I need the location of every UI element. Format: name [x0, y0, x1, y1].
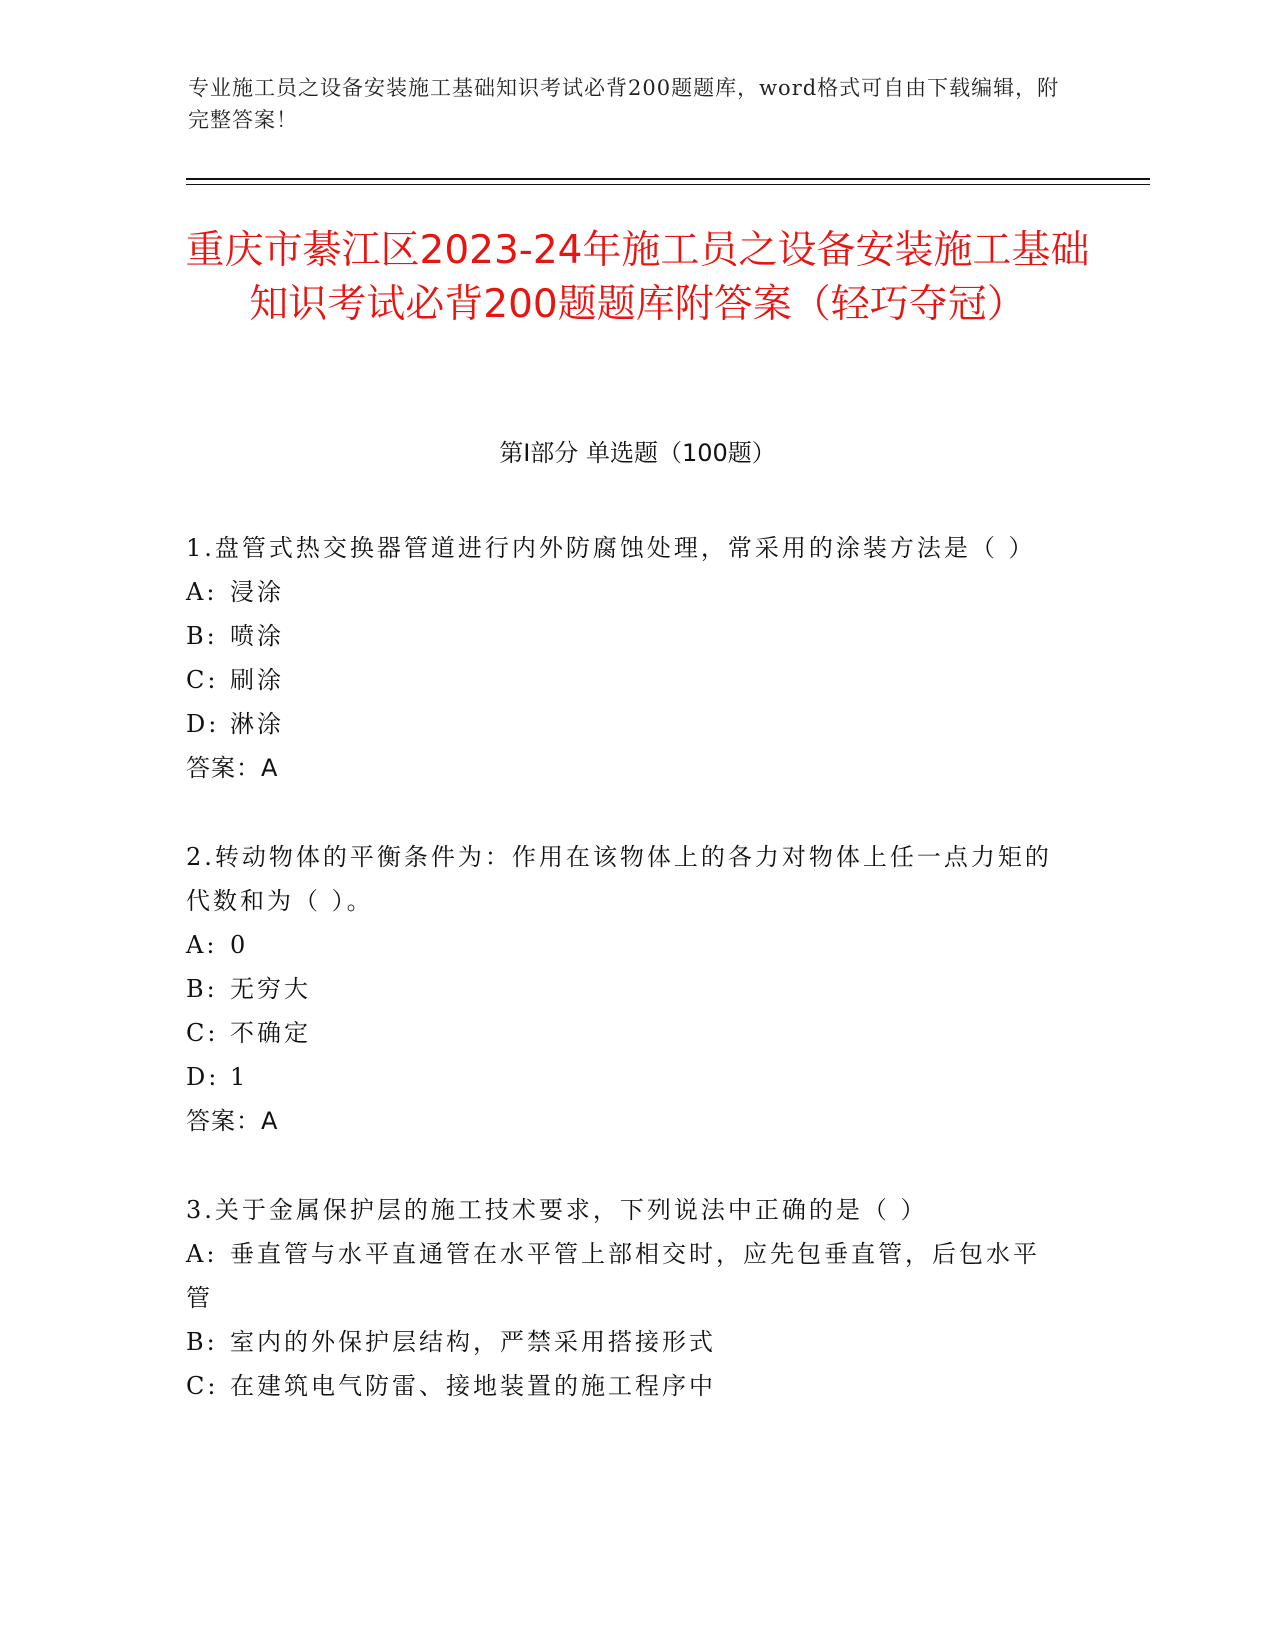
- option-text: 淋涂: [230, 710, 284, 738]
- option-b: [186, 1320, 1066, 1364]
- option-label: B:: [186, 622, 218, 650]
- option-c: [186, 1011, 1066, 1055]
- document-title: 重庆市綦江区2023-24年施工员之设备安装施工基础知识考试必背200题题库附答案（轻巧夺冠）: [185, 228, 1090, 327]
- option-a: [186, 570, 1066, 614]
- option-c: [186, 658, 1066, 702]
- header-divider-thick: [186, 178, 1150, 180]
- option-label: B:: [186, 1328, 218, 1356]
- option-a: [186, 1232, 1066, 1320]
- section-title: 第I部分 单选题（100题）: [499, 439, 776, 467]
- option-text: 喷涂: [230, 622, 284, 650]
- option-label: D:: [186, 1063, 220, 1091]
- option-d: [186, 1055, 1066, 1099]
- option-label: A:: [186, 578, 218, 606]
- option-label: C:: [186, 1019, 219, 1047]
- option-text: 垂直管与水平直通管在水平管上部相交时，应先包垂直管，后包水平管: [186, 1240, 1040, 1312]
- answer-line: 答案：A: [186, 754, 279, 782]
- header-note: 专业施工员之设备安装施工基础知识考试必背200题题库，word格式可自由下载编辑，附完整答案！: [188, 76, 1060, 132]
- question-stem: 3.关于金属保护层的施工技术要求，下列说法中正确的是（ ）: [186, 1196, 928, 1224]
- question-2: [186, 835, 1066, 1143]
- option-label: B:: [186, 975, 218, 1003]
- option-text: 刷涂: [230, 666, 284, 694]
- option-b: [186, 614, 1066, 658]
- question-1: [186, 526, 1066, 790]
- option-label: C:: [186, 1372, 219, 1400]
- question-list: [186, 526, 1066, 1453]
- option-text: 0: [230, 931, 249, 959]
- option-label: A:: [186, 931, 218, 959]
- header-divider-thin: [186, 184, 1150, 185]
- option-text: 1: [230, 1063, 249, 1091]
- option-a: [186, 923, 1066, 967]
- answer-line: 答案：A: [186, 1107, 279, 1135]
- option-label: A:: [186, 1240, 218, 1268]
- question-stem: 2.转动物体的平衡条件为：作用在该物体上的各力对物体上任一点力矩的代数和为（ ）。: [186, 843, 1052, 915]
- option-label: C:: [186, 666, 219, 694]
- option-c: [186, 1364, 1066, 1408]
- option-text: 浸涂: [230, 578, 284, 606]
- option-d: [186, 702, 1066, 746]
- option-b: [186, 967, 1066, 1011]
- option-label: D:: [186, 710, 220, 738]
- option-text: 不确定: [230, 1019, 311, 1047]
- question-stem: 1.盘管式热交换器管道进行内外防腐蚀处理，常采用的涂装方法是（ ）: [186, 534, 1036, 562]
- option-text: 在建筑电气防雷、接地装置的施工程序中: [230, 1372, 716, 1400]
- option-text: 无穷大: [230, 975, 311, 1003]
- option-text: 室内的外保护层结构，严禁采用搭接形式: [230, 1328, 716, 1356]
- question-3: [186, 1188, 1066, 1408]
